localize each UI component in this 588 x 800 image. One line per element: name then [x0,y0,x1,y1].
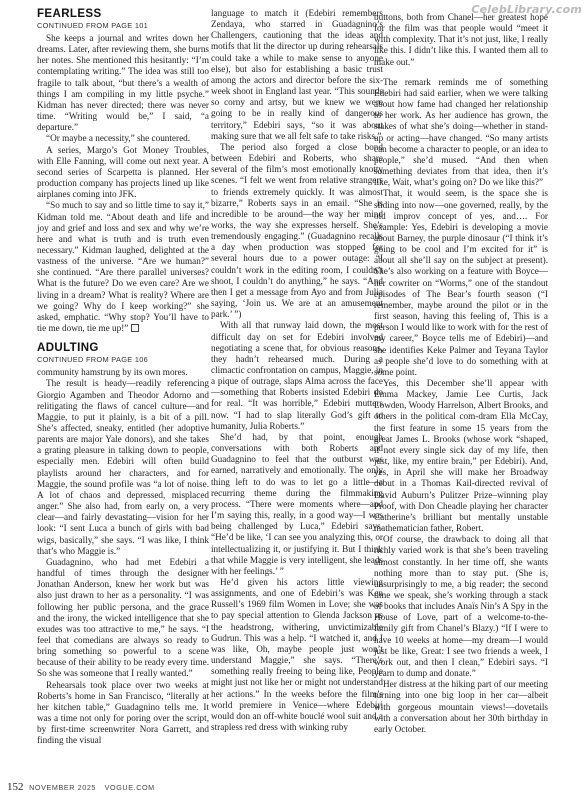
paragraph: That, it would seem, is the space she is sliding into now—one governed, really, by the old improv concept of yes, and…. For example: Yes, Edebiri is developing a movie about Barney, the purple dinosaur (“I think it’s going to be cool and I’m excited for it” is about all she’ll say on the subject at present). She’s also working on a feature with Boyce—her cowriter on “Worms,” one of the standout episodes of The Bear’s fourth season (“I remember, maybe around the pilot or in the first season, having this feeling of, This is a person I would like to work with for the rest of my career,” Boyce tells me of Edebiri)—and she identifies Keke Palmer and Teyana Taylor as people she’d love to do something with at some point. [374,188,548,377]
paragraph: The period also forged a close bond between Edebiri and Roberts, who share several of the film’s most emotionally knotty scenes. “I felt we went from relative strangers to friends extremely quickly. It was almost bizarre,” Roberts says in an email. “She is incredible to be around—the way her mind works, the way she expresses herself. She’s tremendously engaging.” (Guadagnino recalls a day when production was stopped for several hours due to a power outage: “I couldn’t work in the editing room, I couldn’t shoot, I couldn’t do anything,” he says. “And then I get a message from Ayo and from Julia saying, ‘Join us. We are at an amusement park.’ ”) [211,141,383,320]
paragraph-text: “So much to say and so little time to say it,” Kidman told me. “About death and life and joy and grief and loss and sex and why we’re here and what is truth and is truth even necessary.” Kidman laughed, delighted at the vastness of the universe. “Are we human?” she continued. “Are there parallel universes? What is the future? Do we even care? Are we living in a dream? What is reality? Where are we going? Why do I keep working?” she asked, emphatic. “Why stop? You’ll have to tie me down, tie me up!” [37,200,209,334]
paragraph: She keeps a journal and writes down her dreams. Later, after reviewing them, she burns her notes. She mentioned this hesitantly: “I’m contemplating writing.” The idea was still too fragile to talk about, “but there’s a wealth of things I am compiling in my little psyche.” Kidman has never directed; there was never time. “Writing would be,” I said, “a departure.” [37,33,209,133]
paragraph: Guadagnino, who had met Edebiri a handful of times through the designer Jonathan Anderson, knew her work but was also just drawn to her as a personality. “I was following her public persona, and the grace and the irony, the wicked intelligence that she exudes was too attractive to me,” he says. “I feel that comedians are always so ready to bring something so powerful to a scene because of their ability to be ready every time. So she was someone that I really wanted.” [37,556,209,679]
paragraph: Rehearsals took place over two weeks at Roberts’s home in San Francisco, “literally at her kitchen table,” Guadagnino tells me. It was a time not only for poring over the script, by first-time screenwriter Nora Garrett, and finding the visual [37,679,209,746]
section-heading-adulting: ADULTING [37,342,99,355]
column-left [37,8,209,747]
paragraph: Yes, this December she’ll appear with Emma Mackey, Jamie Lee Curtis, Jack Lowden, Woody Harrelson, Albert Brooks, and others in the political com-dram Ella McCay, the first feature in some 15 years from the great James L. Brooks (whose work “shaped, if not every single sick day of my life, then just, like, my entire brain,” per Edebiri). And, yes, in April she will make her Broadway debut in a Thomas Kail-directed revival of David Auburn’s Pulitzer Prize–winning play Proof, with Don Cheadle playing her character Catherine’s brilliant but mentally unstable mathematician father, Robert. [374,378,548,534]
paragraph: Of course, the drawback to doing all that richly varied work is that she’s been traveling almost constantly. In her time off, she wants nothing more than to stay put. (She is, unsurprisingly to me, a big reader; the second time we speak, she’s working through a stack of books that includes Anaïs Nin’s A Spy in the House of Love, part of a welcome-to-the-family gift from Chanel’s Blazy.) “If I were to have 10 weeks at home—my dream—I would just be like, Great: I see two friends a week, I work out, and then I clean,” Edebiri says. “I yearn to dump and donate.” [374,534,548,679]
paragraph: language to match it (Edebiri remembers Zendaya, who starred in Guadagnino’s Challengers, cautioning that the ideas and motifs that lit the director up during rehearsals could take a while to make sense to anyone else), but also for establishing a basic trust among the actors and director before the six-week shoot in England last year. “This sounds so corny and artsy, but we knew we were going to be in really kind of dangerous territory,” Edebiri says, “so it was about making sure that we all felt safe to take risks.” [211,8,383,141]
column-right [374,12,548,735]
continued-line: CONTINUED FROM PAGE 101 [37,21,149,30]
paragraph: buttons, both from Chanel—her greatest hope for the film was that people would “meet it with complexity. That it’s not just, like, I really like this. I didn’t like this. I wanted them all to make out.” [374,12,548,67]
paragraph: The remark reminds me of something Edebiri had said earlier, when we were talking about how fame had changed her relationship to her work. As her audience has grown, the stakes of what she’s doing—whether in stand-up or acting—have changed. “So many artists can become a character to people, or an idea to people,” she’d mused. “And then when something deviates from that idea, then it’s like, Wait, what’s going on? Do we like this?” [374,76,548,188]
site-name: VOGUE.COM [104,783,155,792]
issue-date: NOVEMBER 2025 [29,783,97,792]
site-watermark: CelebLibrary.com [471,3,582,16]
paragraph: He’d given his actors little viewing assignments, and one of Edebiri’s was Ken Russell’s 1969 film Women in Love; she was to pay special attention to Glenda Jackson as the headstrong, withering, unvictimizable Gudrun. This was a help. “I watched it, and I was like, Oh, maybe people just won’t understand Maggie,” she says. “There’s something really freeing to being like, People might just not like her or might not understand her actions.” In the weeks before the film’s world premiere in Venice—where Edebiri would don an off-white bouclé wool suit and a strapless red dress with winking ruby [211,576,383,732]
paragraph: A series, Margo’s Got Money Troubles, with Elle Fanning, will come out next year. A second series of Scarpetta is planned. Her production company has projects lined up like airplanes coming into JFK. [37,144,209,200]
end-mark-icon [131,324,139,332]
section-heading-fearless: FEARLESS [37,8,102,20]
paragraph: The result is heady—readily referencing Giorgio Agamben and Theodor Adorno and relitigating the flaws of cancel culture—and Maggie, to put it plainly, is a bit of a pill. She’s affected, sneaky, entitled (her adoptive parents are major Yale donors), and she takes a grating pleasure in talking down to people, especially men. Edebiri will often build playlists around her characters, and for Maggie, the sound profile was “a lot of noise. A lot of chaos and depressed, misplaced anger.” She also had, from early on, a very clear—and fairly devastating—vision for her look: “I sent Luca a bunch of girls with bad wigs, basically,” she says. “I was like, I think that’s who Maggie is.” [37,378,209,556]
paragraph: community hamstrung by its own mores. [37,367,188,378]
page-footer [7,781,155,793]
continued-line: CONTINUED FROM PAGE 106 [37,355,149,365]
page-number: 152 [7,781,24,793]
column-middle [211,8,383,733]
paragraph: Her distress at the hiking part of our meeting turning into one big loop in her car—albeit with gorgeous mountain views!—dovetails with a conversation about her 30th birthday in early October. [374,679,548,734]
paragraph [37,200,209,334]
paragraph: With all that runway laid down, the most difficult day on set for Edebiri involved negotiating a scene that, for obvious reasons, they hadn’t rehearsed much. During a climactic confrontation on campus, Maggie, in a pique of outrage, slaps Alma across the face—something that Roberts insisted Edebiri do for real. “It was horrible,” Edebiri mutters now. “I had to slap literally God’s gift to humanity, Julia Roberts.” [211,320,383,431]
paragraph: “Or maybe a necessity,” she countered. [46,133,191,144]
paragraph: She’d had, by that point, enough conversations with both Roberts and Guadagnino to feel that the outburst was earned, narratively and emotionally. The only thing left to do was to let go a little—a recurring theme during the filmmaking process. “There were moments where—and I’m saying this, really, in a good way—I was being challenged by Luca,” Edebiri says. “He’d be like, ‘I can see you analyzing this, or intellectualizing it, or justifying it. But I think that while Maggie is very intelligent, she leads with her feelings.’ ” [211,431,383,576]
